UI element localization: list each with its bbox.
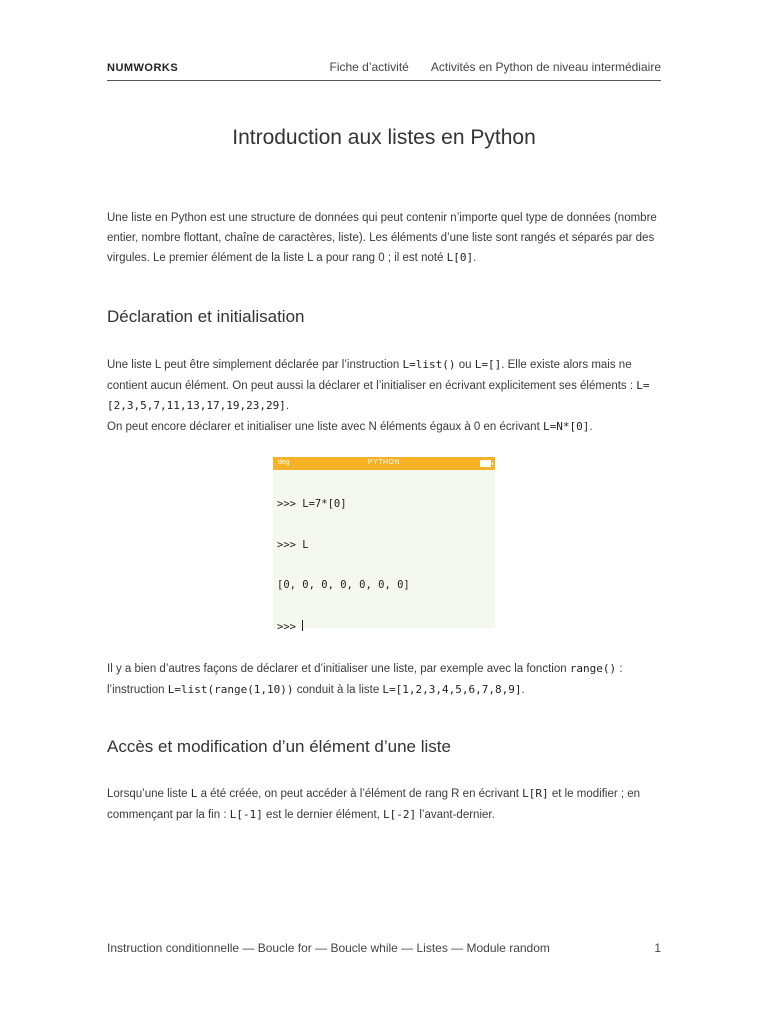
range-paragraph	[107, 659, 663, 700]
document-type: Fiche d’activité	[329, 60, 409, 74]
angle-mode-label: deg	[278, 459, 290, 466]
text: ou	[455, 359, 475, 371]
access-paragraph	[107, 784, 663, 825]
footer-topics: Instruction conditionnelle — Boucle for — Boucle while — Listes — Module random	[107, 941, 550, 955]
calculator-screenshot	[273, 457, 495, 633]
brand-logo: NUMWORKS	[107, 62, 179, 74]
console-line: >>> L=7*[0]	[277, 498, 347, 510]
code: L=list(range(1,10))	[167, 682, 294, 696]
text: conduit à la liste	[293, 683, 383, 696]
text: l’avant-dernier.	[416, 808, 495, 821]
text: Lorsqu’une liste	[107, 788, 191, 800]
code: L=[1,2,3,4,5,6,7,8,9]	[382, 682, 522, 696]
text: et le modifier ; en commençant par la fin :	[107, 788, 641, 821]
page-number: 1	[654, 941, 661, 955]
code: L[-2]	[383, 807, 417, 821]
header-meta	[329, 60, 661, 74]
text: . Elle existe alors mais ne contient aucun élément. On peut aussi la déclarer et l’initialiser en écrivant explicitement ses éléments :	[107, 359, 637, 392]
intro-code: L[0]	[446, 251, 474, 264]
text-cursor	[302, 620, 303, 631]
app-name-label: PYTHON	[367, 459, 401, 466]
battery-icon	[480, 460, 491, 467]
text: : l’instruction	[107, 663, 623, 696]
text: On peut encore déclarer et initialiser une liste avec N éléments égaux à 0 en écrivant	[107, 420, 543, 433]
code: L[-1]	[229, 807, 263, 821]
code: L=[]	[474, 358, 502, 371]
intro-text: Une liste en Python est une structure de données qui peut contenir n’importe quel type de données (nombre entier, nombre flottant, chaîne de caractères, liste). Les éléments d’une liste sont rangés et séparés par des virgules. Le premier élément de la liste L a pour rang 0 ; il est noté	[107, 212, 657, 264]
text: .	[521, 683, 525, 696]
intro-paragraph	[107, 209, 663, 269]
text: est le dernier élément,	[262, 808, 384, 821]
page-header	[107, 58, 661, 81]
python-console	[277, 471, 410, 660]
console-prompt-line	[277, 620, 410, 634]
document-series: Activités en Python de niveau intermédiaire	[430, 60, 661, 74]
code: L=list()	[402, 358, 456, 371]
code: L[R]	[522, 787, 549, 800]
section-heading-declaration: Déclaration et initialisation	[107, 307, 305, 326]
text: a été créée, on peut accéder à l’élément de rang R en écrivant	[197, 788, 523, 800]
intro-end: .	[473, 252, 477, 264]
text: Une liste L peut être simplement déclarée par l’instruction	[107, 359, 403, 371]
page-title: Introduction aux listes en Python	[232, 126, 536, 149]
code: L=[2,3,5,7,11,13,17,19,23,29]	[107, 378, 650, 412]
console-prompt: >>>	[277, 620, 303, 633]
text: .	[589, 420, 593, 433]
calculator-title-bar	[273, 457, 495, 470]
code: L=N*[0]	[542, 419, 590, 433]
declaration-paragraph	[107, 355, 663, 437]
console-line: [0, 0, 0, 0, 0, 0, 0]	[277, 579, 410, 591]
code: range()	[569, 662, 617, 675]
text: Il y a bien d’autres façons de déclarer et d’initialiser une liste, par exemple avec la fonction	[107, 663, 570, 675]
code: L	[190, 787, 198, 800]
section-heading-access: Accès et modification d’un élément d’une liste	[107, 737, 451, 756]
console-line: >>> L	[277, 538, 309, 551]
text: .	[285, 400, 290, 412]
